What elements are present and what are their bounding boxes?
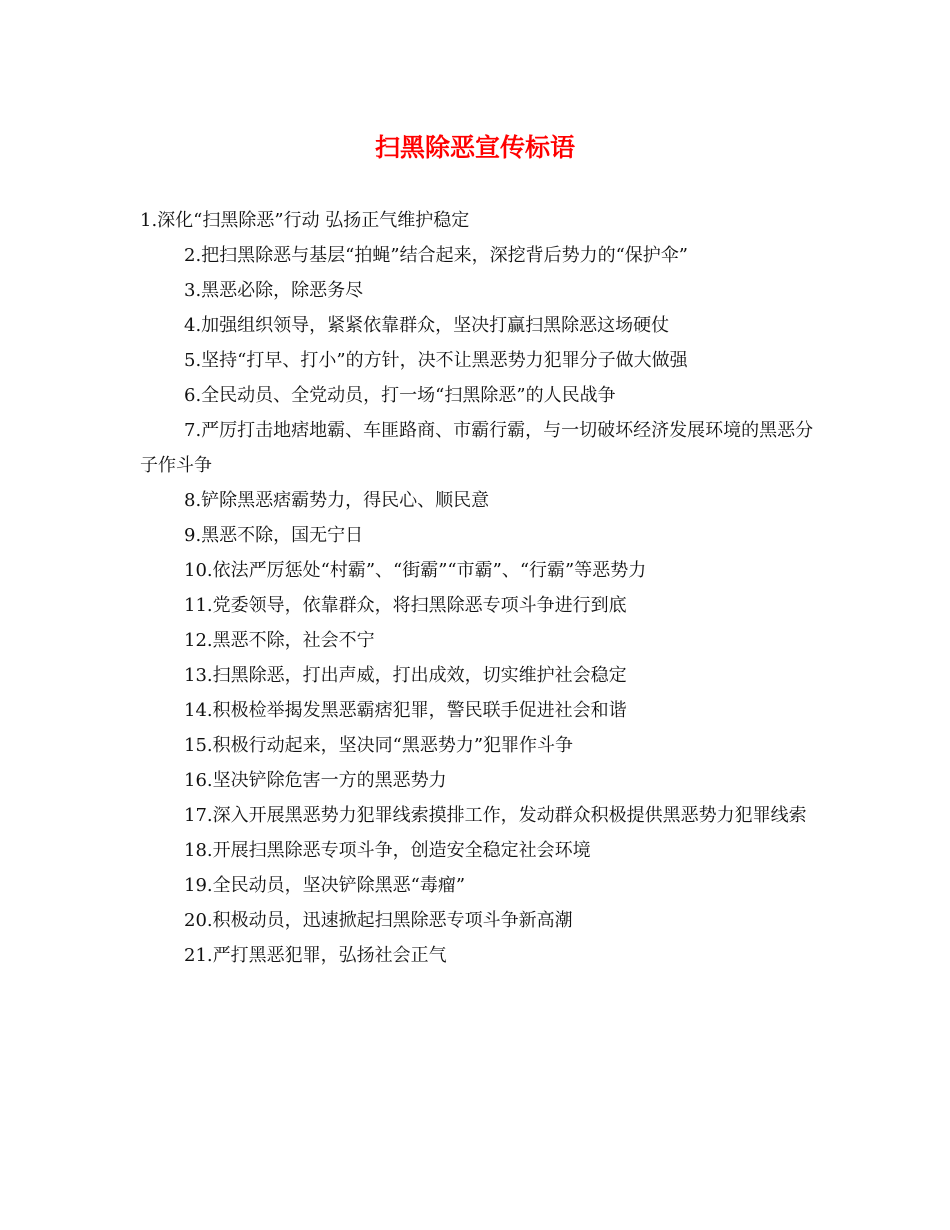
slogan-item-17: 17.深入开展黑恶势力犯罪线索摸排工作，发动群众积极提供黑恶势力犯罪线索 (184, 805, 807, 826)
slogan-list (140, 203, 815, 973)
document-title: 扫黑除恶宣传标语 (374, 133, 575, 162)
slogan-item-9: 9.黑恶不除，国无宁日 (184, 525, 364, 546)
slogan-item-6: 6.全民动员、全党动员，打一场“扫黑除恶”的人民战争 (184, 385, 616, 406)
slogan-item-7: 7.严厉打击地痞地霸、车匪路商、市霸行霸，与一切破坏经济发展环境的黑恶分子作斗争 (140, 420, 814, 476)
slogan-item-8: 8.铲除黑恶痞霸势力，得民心、顺民意 (184, 490, 490, 511)
slogan-item-4: 4.加强组织领导，紧紧依靠群众，坚决打赢扫黑除恶这场硬仗 (184, 315, 670, 336)
slogan-item-10: 10.依法严厉惩处“村霸”、“街霸”“市霸”、“行霸”等恶势力 (184, 560, 647, 581)
slogan-item-18: 18.开展扫黑除恶专项斗争，创造安全稳定社会环境 (184, 840, 591, 861)
slogan-item-14: 14.积极检举揭发黑恶霸痞犯罪，警民联手促进社会和谐 (184, 700, 627, 721)
slogan-item-16: 16.坚决铲除危害一方的黑恶势力 (184, 770, 447, 791)
slogan-item-5: 5.坚持“打早、打小”的方针，决不让黑恶势力犯罪分子做大做强 (184, 350, 688, 371)
slogan-item-15: 15.积极行动起来，坚决同“黑恶势力”犯罪作斗争 (184, 735, 574, 756)
slogan-item-2: 2.把扫黑除恶与基层“拍蝇”结合起来，深挖背后势力的“保护伞” (184, 245, 688, 266)
slogan-item-19: 19.全民动员，坚决铲除黑恶“毒瘤” (184, 875, 466, 896)
slogan-item-3: 3.黑恶必除，除恶务尽 (184, 280, 364, 301)
slogan-item-11: 11.党委领导，依靠群众，将扫黑除恶专项斗争进行到底 (184, 595, 627, 616)
slogan-item-20: 20.积极动员，迅速掀起扫黑除恶专项斗争新高潮 (184, 910, 573, 931)
slogan-item-13: 13.扫黑除恶，打出声威，打出成效，切实维护社会稳定 (184, 665, 627, 686)
slogan-item-21: 21.严打黑恶犯罪，弘扬社会正气 (184, 945, 447, 966)
slogan-item-12: 12.黑恶不除，社会不宁 (184, 630, 375, 651)
slogan-item-1: 1.深化“扫黑除恶”行动 弘扬正气维护稳定 (140, 210, 470, 231)
